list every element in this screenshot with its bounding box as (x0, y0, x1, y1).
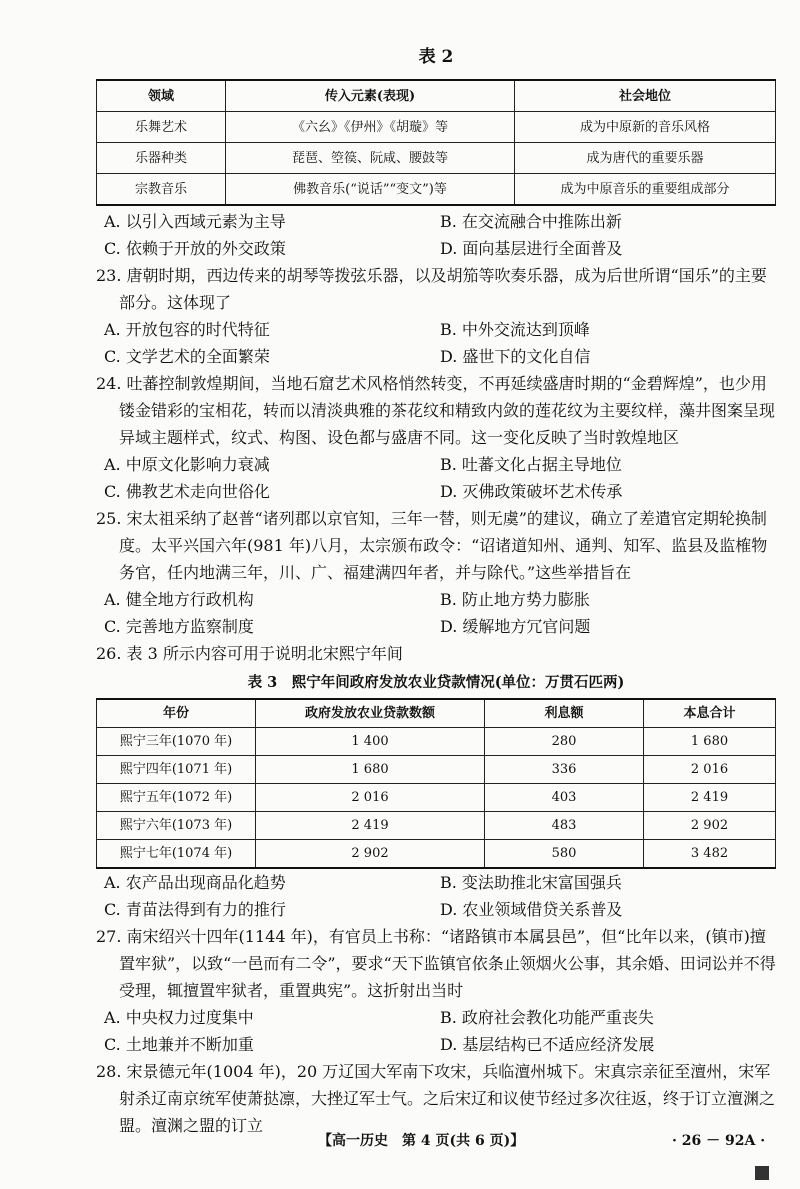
table3-cell: 2 902 (256, 840, 485, 869)
table3-header: 本息合计 (644, 699, 776, 728)
option: A. 以引入西域元素为主导 (104, 212, 286, 231)
option: A. 农产品出现商品化趋势 (104, 873, 286, 892)
table2-cell: 琵琶、箜篌、阮咸、腰鼓等 (226, 143, 515, 174)
option: D. 基层结构已不适应经济发展 (440, 1035, 655, 1054)
option: C. 完善地方监察制度 (104, 617, 254, 636)
table3-cell: 1 400 (256, 728, 485, 756)
option: C. 青苗法得到有力的推行 (104, 900, 286, 919)
q27-options (104, 1004, 776, 1058)
table2-header: 领域 (97, 80, 226, 112)
option: C. 依赖于开放的外交政策 (104, 239, 286, 258)
table3-caption: 表 3 熙宁年间政府发放农业贷款情况(单位：万贯石匹两) (247, 674, 625, 691)
option: A. 中原文化影响力衰减 (104, 455, 270, 474)
table2-cell: 乐器种类 (97, 143, 226, 174)
question-27: 27. 南宋绍兴十四年(1144 年)，有官员上书称：“诸路镇市本属县邑”，但“比年以来，(镇市)擅置牢狱”，以致“一邑而有二令”，要求“天下监镇官依条止领烟火公事，其余婚、田词讼并不得受理，辄擅置牢狱者，重置典宪”。这折射出当时 (96, 927, 776, 1000)
table-row (97, 756, 776, 784)
table3 (96, 698, 776, 869)
question-25: 25. 宋太祖采纳了赵普“诸列郡以京官知，三年一替，则无虞”的建议，确立了差遣官定期轮换制度。太平兴国六年(981 年)八月，太宗颁布政令：“诏诸道知州、通判、知军、监县及监榷物务官，任内地满三年，川、广、福建满四年者，并与除代。”这些举措旨在 (96, 509, 768, 582)
table3-cell: 熙宁三年(1070 年) (97, 728, 256, 756)
table2 (96, 79, 776, 206)
table3-cell: 483 (485, 812, 644, 840)
table2-cell: 成为中原音乐的重要组成部分 (515, 174, 776, 206)
table-row (97, 784, 776, 812)
option: C. 文学艺术的全面繁荣 (104, 347, 270, 366)
option: B. 吐蕃文化占据主导地位 (440, 455, 622, 474)
table3-cell: 2 016 (644, 756, 776, 784)
table3-cell: 2 419 (644, 784, 776, 812)
table3-cell: 336 (485, 756, 644, 784)
table2-cell: 《六幺》《伊州》《胡璇》等 (226, 112, 515, 143)
footer-page-info: 【高一历史 第 4 页(共 6 页)】 (318, 1133, 525, 1149)
question-28: 28. 宋景德元年(1004 年)，20 万辽国大军南下攻宋，兵临澶州城下。宋真宗亲征至澶州，宋军射杀辽南京统军使萧挞凛，大挫辽军士气。之后宋辽和议使节经过多次往返，终于订立澶渊之盟。澶渊之盟的订立 (96, 1062, 776, 1135)
table2-cell: 宗教音乐 (97, 174, 226, 206)
table3-header: 年份 (97, 699, 256, 728)
table-row (97, 174, 776, 206)
q25-options (104, 586, 776, 640)
table3-cell: 2 016 (256, 784, 485, 812)
table-row (97, 143, 776, 174)
table3-header: 政府发放农业贷款数额 (256, 699, 485, 728)
table3-cell: 熙宁四年(1071 年) (97, 756, 256, 784)
option: D. 面向基层进行全面普及 (440, 239, 623, 258)
option: D. 缓解地方冗官问题 (440, 617, 591, 636)
question-26: 26. 表 3 所示内容可用于说明北宋熙宁年间 (96, 644, 403, 663)
option: D. 农业领域借贷关系普及 (440, 900, 623, 919)
table3-cell: 1 680 (644, 728, 776, 756)
option: B. 变法助推北宋富国强兵 (440, 873, 622, 892)
table2-cell: 乐舞艺术 (97, 112, 226, 143)
table3-cell: 403 (485, 784, 644, 812)
table2-header: 传入元素(表现) (226, 80, 515, 112)
question-24: 24. 吐蕃控制敦煌期间，当地石窟艺术风格悄然转变，不再延续盛唐时期的“金碧辉煌”，也少用镂金错彩的宝相花，转而以清淡典雅的茶花纹和精致内敛的莲花纹为主要纹样，藻井图案呈现异域主题样式，纹式、构图、设色都与盛唐不同。这一变化反映了当时敦煌地区 (96, 374, 776, 447)
table2-caption: 表 2 (418, 47, 454, 67)
option: A. 中央权力过度集中 (104, 1008, 254, 1027)
option: A. 开放包容的时代特征 (104, 320, 270, 339)
option: B. 在交流融合中推陈出新 (440, 212, 622, 231)
table3-cell: 280 (485, 728, 644, 756)
table2-cell: 成为中原新的音乐风格 (515, 112, 776, 143)
q22-options (104, 208, 776, 262)
table-row (97, 728, 776, 756)
qr-code-icon (755, 1166, 769, 1180)
option: B. 中外交流达到顶峰 (440, 320, 590, 339)
option: B. 防止地方势力膨胀 (440, 590, 590, 609)
table3-cell: 3 482 (644, 840, 776, 869)
option: B. 政府社会教化功能严重丧失 (440, 1008, 654, 1027)
option: A. 健全地方行政机构 (104, 590, 254, 609)
table2-cell: 佛教音乐(“说话”“变文”)等 (226, 174, 515, 206)
table3-cell: 2 419 (256, 812, 485, 840)
table3-cell: 2 902 (644, 812, 776, 840)
table2-cell: 成为唐代的重要乐器 (515, 143, 776, 174)
table-row (97, 840, 776, 869)
q23-options (104, 316, 776, 370)
option: D. 灭佛政策破坏艺术传承 (440, 482, 623, 501)
footer-code: · 26 － 92A · (672, 1133, 766, 1149)
table-row (97, 112, 776, 143)
q24-options (104, 451, 776, 505)
table-row (97, 812, 776, 840)
q26-options (104, 869, 776, 923)
table3-cell: 熙宁六年(1073 年) (97, 812, 256, 840)
option: D. 盛世下的文化自信 (440, 347, 591, 366)
table3-cell: 580 (485, 840, 644, 869)
option: C. 佛教艺术走向世俗化 (104, 482, 270, 501)
table3-header: 利息额 (485, 699, 644, 728)
table3-cell: 熙宁五年(1072 年) (97, 784, 256, 812)
table2-header: 社会地位 (515, 80, 776, 112)
question-23: 23. 唐朝时期，西边传来的胡琴等拨弦乐器，以及胡笳等吹奏乐器，成为后世所谓“国乐”的主要部分。这体现了 (96, 266, 767, 312)
table3-cell: 熙宁七年(1074 年) (97, 840, 256, 869)
option: C. 土地兼并不断加重 (104, 1035, 254, 1054)
exam-page (96, 44, 776, 1139)
table3-cell: 1 680 (256, 756, 485, 784)
